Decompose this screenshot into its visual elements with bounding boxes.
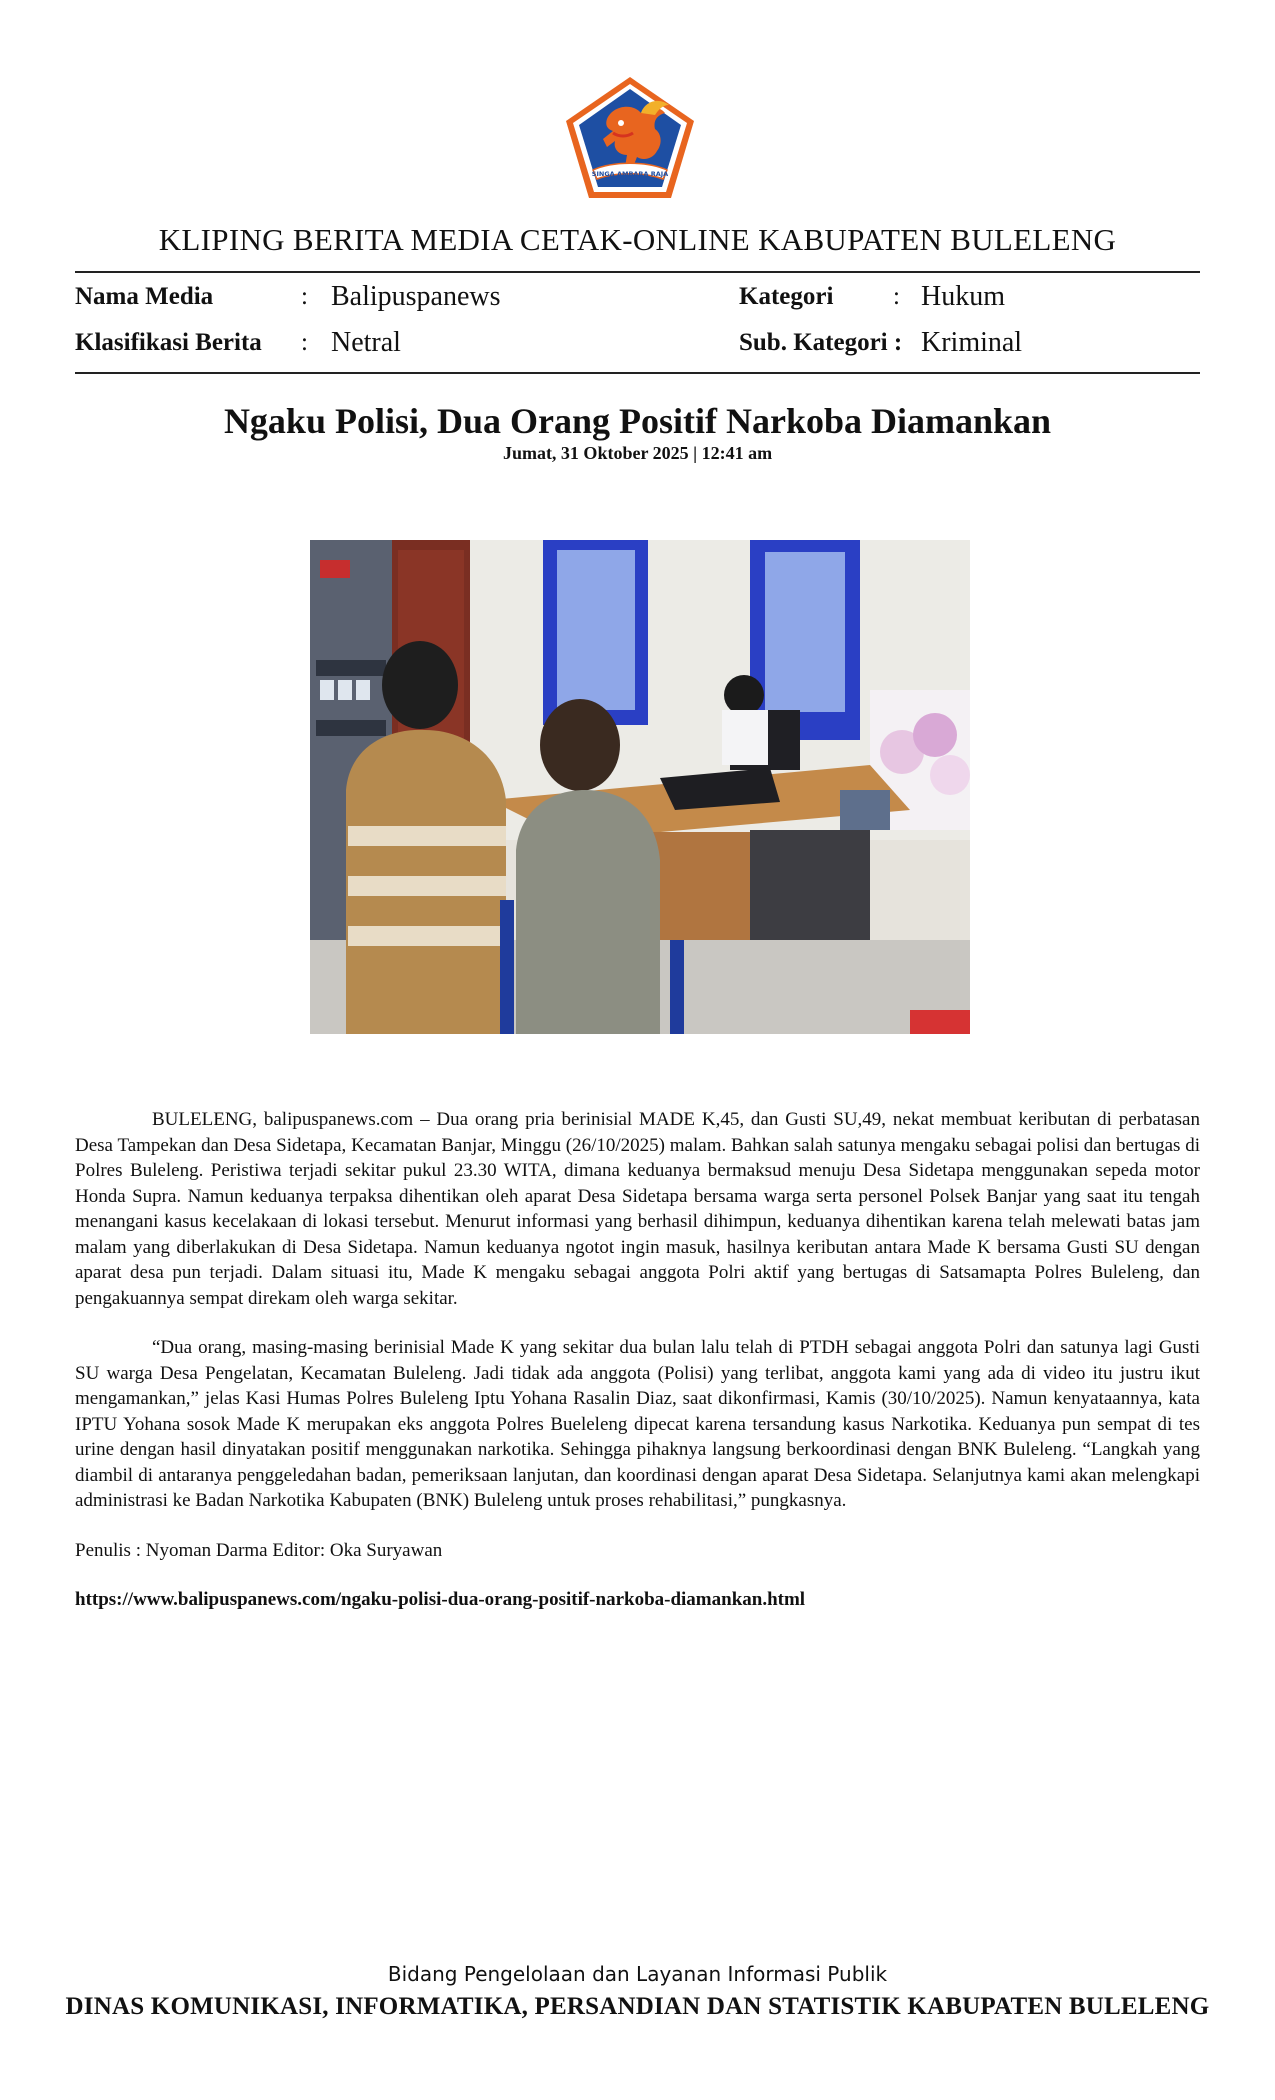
klasifikasi-colon: : [301, 329, 308, 356]
regency-emblem-logo [563, 75, 697, 201]
media-label: Nama Media [75, 283, 214, 310]
klasifikasi-label: Klasifikasi Berita [75, 329, 262, 356]
media-value: Balipuspanews [331, 281, 501, 312]
kategori-value: Hukum [921, 281, 1005, 312]
footer-department: Bidang Pengelolaan dan Layanan Informasi Publik [387, 1962, 888, 1986]
logo-motto: SINGA AMBARA RAJA [591, 170, 669, 178]
subkategori-label: Sub. Kategori : [739, 329, 903, 356]
article-body [75, 1107, 1200, 1637]
kategori-colon: : [893, 283, 900, 310]
article-paragraph: “Dua orang, masing-masing berinisial Made K yang sekitar dua bulan lalu telah di PTDH sebagai anggota Polri dan satunya lagi Gusti SU warga Desa Pengelatan, Kecamatan Buleleng. Jadi tidak ada anggota (Polisi) yang terlibat, anggota kami yang ada di video itu justru ikut mengamankan,” jelas Kasi Humas Polres Buleleng Iptu Yohana Rasalin Diaz, saat dikonfirmasi, Kamis (30/10/2025). Namun kenyataannya, kata IPTU Yohana sosok Made K merupakan eks anggota Polres Bueleleng dipecat karena tersandung kasus Narkotika. Keduanya pun sempat di tes urine dengan hasil dinyatakan positif menggunakan narkotika. Sehingga pihaknya langsung berkoordinasi dengan BNK Buleleng. “Langkah yang diambil di antaranya penggeledahan badan, pemeriksaan lanjutan, dan koordinasi dengan aparat Desa Sidetapa. Selanjutnya kami akan melengkapi administrasi ke Badan Narkotika Kabupaten (BNK) Buleleng untuk proses rehabilitasi,” pungkasnya. [75, 1337, 1200, 1511]
article-photo [310, 540, 970, 1034]
footer-agency: DINAS KOMUNIKASI, INFORMATIKA, PERSANDIAN DAN STATISTIK KABUPATEN BULELENG [65, 1993, 1210, 2020]
article-headline: Ngaku Polisi, Dua Orang Positif Narkoba Diamankan [223, 401, 1052, 441]
document-title: KLIPING BERITA MEDIA CETAK-ONLINE KABUPATEN BULELENG [158, 222, 1117, 257]
media-colon: : [301, 283, 308, 310]
article-dateline: Jumat, 31 Oktober 2025 | 12:41 am [502, 443, 773, 463]
author-credit: Penulis : Nyoman Darma Editor: Oka Suryawan [75, 1539, 443, 1561]
header-divider-bottom [75, 372, 1200, 374]
klasifikasi-value: Netral [331, 327, 401, 358]
source-url: https://www.balipuspanews.com/ngaku-polisi-dua-orang-positif-narkoba-diamankan.html [75, 1589, 806, 1610]
subkategori-value: Kriminal [921, 327, 1023, 358]
header-divider-top [75, 271, 1200, 273]
article-paragraph: BULELENG, balipuspanews.com – Dua orang pria berinisial MADE K,45, dan Gusti SU,49, nekat membuat keributan di perbatasan Desa Tampekan dan Desa Sidetapa, Kecamatan Banjar, Minggu (26/10/2025) malam. Bahkan salah satunya mengaku sebagai polisi dan bertugas di Polres Buleleng. Peristiwa terjadi sekitar pukul 23.30 WITA, dimana keduanya bermaksud menuju Desa Sidetapa menggunakan sepeda motor Honda Supra. Namun keduanya terpaksa dihentikan oleh aparat Desa Sidetapa bersama warga serta personel Polsek Banjar yang saat itu tengah menangani kasus kecelakaan di lokasi tersebut. Menurut informasi yang berhasil dihimpun, keduanya dihentikan karena telah melewati batas jam malam yang diberlakukan di Desa Sidetapa. Namun keduanya ngotot ingin masuk, hasilnya keributan antara Made K bersama Gusti SU dengan aparat desa pun terjadi. Dalam situasi itu, Made K mengaku sebagai anggota Polri aktif yang bertugas di Satsamapta Polres Buleleng, dan pengakuannya sempat direkam oleh warga sekitar. [75, 1109, 1200, 1309]
kategori-label: Kategori [739, 283, 834, 310]
